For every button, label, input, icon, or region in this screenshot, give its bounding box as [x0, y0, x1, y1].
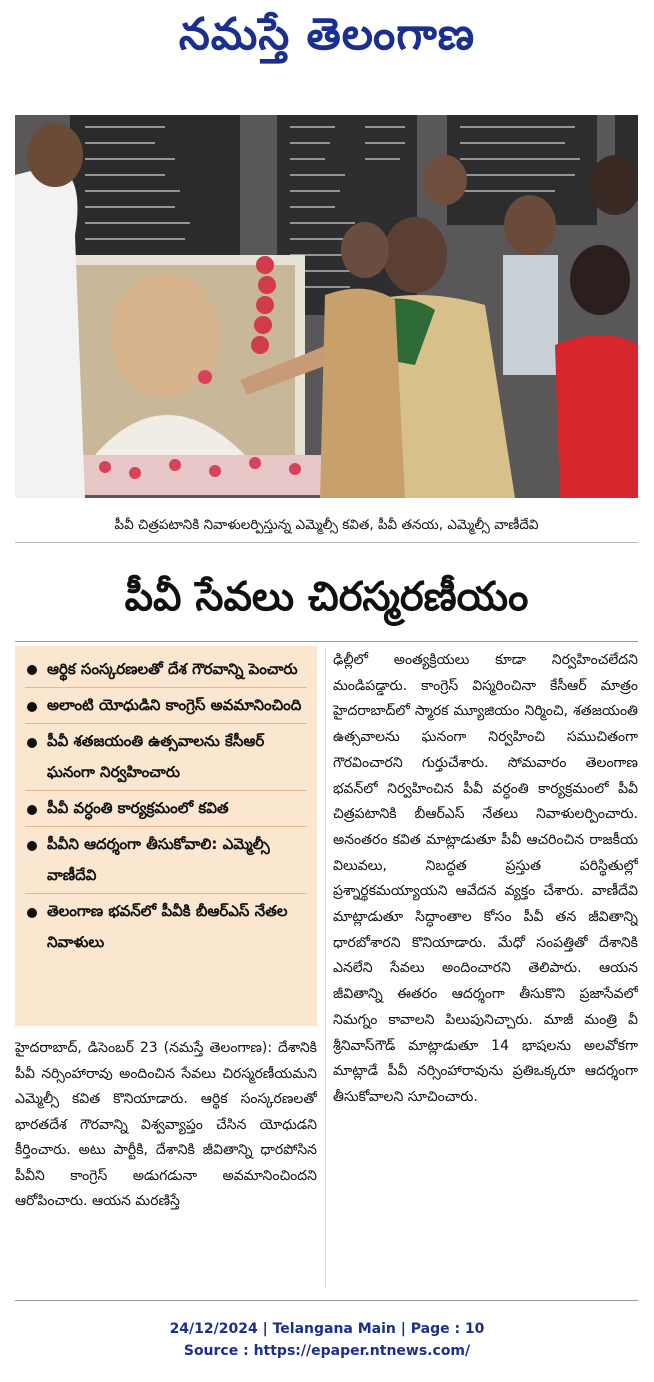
highlight-item	[25, 790, 307, 824]
highlights-list	[25, 654, 307, 958]
headline-divider	[15, 641, 638, 642]
highlight-text: ఆర్థిక సంస్కరణలతో దేశ గౌరవాన్ని పెంచారు	[47, 660, 298, 678]
footer-date-edition: 24/12/2024 | Telangana Main | Page : 10	[169, 1321, 485, 1337]
article-headline: పీవీ సేవలు చిరస్మరణీయం	[124, 574, 529, 620]
highlight-item	[25, 893, 307, 958]
article-body-right-column: ఢిల్లీలో అంత్యక్రియలు కూడా నిర్వహించలేదని మండిపడ్డారు. కాంగ్రెస్ విస్మరించినా కేసీఆర్ మాత్రం హైదరాబాద్‌లో స్మారక మ్యూజియం నిర్మించి, శతజయంతి ఉత్సవాలను ఘనంగా నిర్వహించి సముచితంగా గౌరవించారని గుర్తుచేశారు. సోమవారం తెలంగాణ భవన్‌లో నిర్వహించిన పీవీ వర్ధంతి కార్యక్రమంలో పీవీ చిత్రపటానికి బీఆర్ఎస్ నేతలు నివాళులర్పించారు. అనంతరం కవిత మాట్లాడుతూ పీవీ ఆచరించిన రాజకీయ విలువలు, నిబద్ధత ప్రస్తుత పరిస్థితుల్లో ప్రశ్నార్థకమయ్యాయని ఆవేదన వ్యక్తం చేశారు. వాణీదేవి మాట్లాడుతూ సిద్ధాంతాల కోసం పీవీ తన జీవితాన్ని ధారబోశారని కొనియాడారు. మేధో సంపత్తితో దేశానికి ఎనలేని సేవలు అందించారని తెలిపారు. ఆయన జీవితాన్ని ఈతరం ఆదర్శంగా తీసుకొని ప్రజాసేవలో నిమగ్నం కావాలని పిలుపునిచ్చారు. మాజీ మంత్రి వీ శ్రీనివాస్‌గౌడ్ మాట్లాడుతూ 14 భాషలను అలవోకగా మాట్లాడే పీవీ నర్సింహారావును ప్రతిఒక్కరూ ఆదర్శంగా తీసుకోవాలని సూచించారు.	[333, 652, 638, 1105]
bullet-icon	[27, 738, 37, 748]
highlight-text: పీవీ వర్ధంతి కార్యక్రమంలో కవిత	[47, 799, 229, 817]
footer-source: Source : https://epaper.ntnews.com/	[183, 1343, 471, 1359]
highlight-item	[25, 654, 307, 685]
column-divider	[325, 648, 326, 1288]
highlight-text: పీవీని ఆదర్శంగా తీసుకోవాలి: ఎమ్మెల్సీ వాణీదేవి	[47, 835, 270, 884]
masthead-title: నమస్తే తెలంగాణ	[178, 9, 476, 60]
bullet-icon	[27, 702, 37, 712]
highlight-text: పీవీ శతజయంతి ఉత్సవాలను కేసీఆర్ ఘనంగా నిర్వహించారు	[47, 732, 265, 781]
highlight-item	[25, 723, 307, 788]
highlights-box	[15, 646, 317, 1026]
footer-divider	[15, 1300, 638, 1301]
highlight-text: అలాంటి యోధుడిని కాంగ్రెస్ అవమానించింది	[47, 696, 302, 714]
highlight-item	[25, 687, 307, 721]
bullet-icon	[27, 908, 37, 918]
footer	[0, 1318, 654, 1362]
bullet-icon	[27, 805, 37, 815]
highlight-item	[25, 826, 307, 891]
bullet-icon	[27, 841, 37, 851]
newspaper-masthead	[0, 0, 654, 80]
highlight-text: తెలంగాణ భవన్‌లో పీవీకి బీఆర్ఎస్ నేతల నివాళులు	[47, 902, 288, 951]
article-body-left-column: హైదరాబాద్, డిసెంబర్ 23 (నమస్తే తెలంగాణ): దేశానికి పీవీ నర్సింహారావు అందించిన సేవలు చిరస్మరణీయమని ఎమ్మెల్సీ కవిత కొనియాడారు. ఆర్థిక సంస్కరణలతో భారతదేశ గౌరవాన్ని విశ్వవ్యాప్తం చేసిన యోధుడని కీర్తించారు. అటు పార్టీకి, దేశానికి జీవితాన్ని ధారపోసిన పీవీని కాంగ్రెస్ అడుగడునా అవమానించిందని ఆరోపించారు. ఆయన మరణిస్తే	[15, 1040, 317, 1209]
photo-caption: పీవీ చిత్రపటానికి నివాళులర్పిస్తున్న ఎమ్మెల్సీ కవిత, పీవీ తనయ, ఎమ్మెల్సీ వాణీదేవి	[15, 508, 638, 543]
photo-illustration	[15, 115, 638, 498]
news-photo	[15, 115, 638, 498]
bullet-icon	[27, 665, 37, 675]
